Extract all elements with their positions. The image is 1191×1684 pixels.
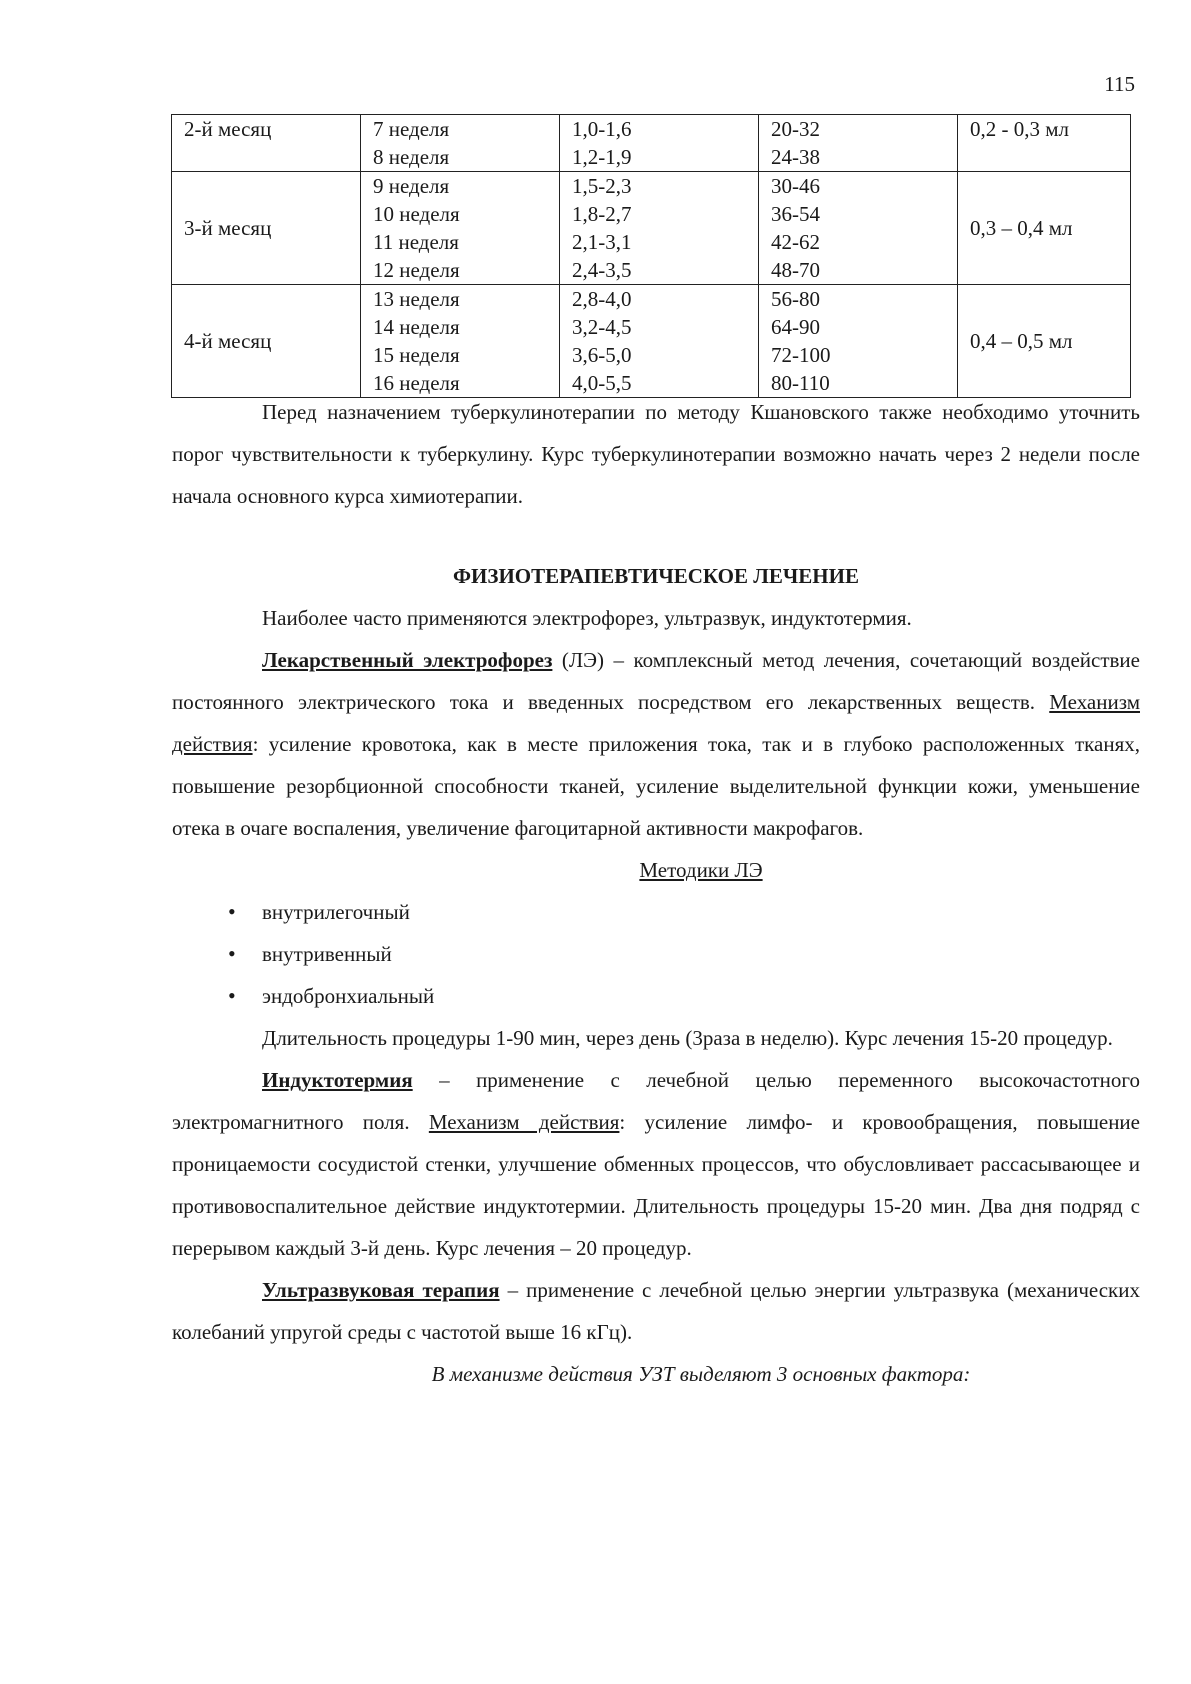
range-value: 2,8-4,0	[572, 287, 632, 311]
inductothermy-paragraph	[172, 1059, 1140, 1269]
range-value: 56-80	[771, 287, 820, 311]
weeks-cell	[361, 172, 560, 285]
page-number: 115	[1104, 72, 1135, 96]
ultrasound-definition: – применение с лечебной целью энергии ультразвука (механических колебаний упругой среды с частотой выше 16 кГц).	[172, 1278, 1140, 1344]
list-item: • внутрилегочный	[228, 891, 1140, 933]
volume-cell: 0,4 – 0,5 мл	[958, 285, 1131, 398]
ultrasound-term: Ультразвуковая терапия	[262, 1278, 500, 1302]
range-value: 24-38	[771, 145, 820, 169]
month-cell: 2-й месяц	[172, 115, 361, 172]
body-text-top	[172, 391, 1140, 517]
dosage-table	[171, 114, 1131, 398]
week-label: 7 неделя	[373, 117, 450, 141]
week-label: 12 неделя	[373, 258, 460, 282]
range-value: 2,4-3,5	[572, 258, 632, 282]
range-cell	[759, 172, 958, 285]
methods-title	[172, 849, 1140, 891]
volume-cell: 0,2 - 0,3 мл	[958, 115, 1131, 172]
week-label: 10 неделя	[373, 202, 460, 226]
week-label: 14 неделя	[373, 315, 460, 339]
range-cell	[560, 172, 759, 285]
mechanism-label: Механизм действия	[428, 1110, 620, 1134]
section-title: ФИЗИОТЕРАПЕВТИЧЕСКОЕ ЛЕЧЕНИЕ	[453, 564, 859, 588]
range-cell	[560, 285, 759, 398]
inductothermy-term: Индуктотермия	[262, 1068, 413, 1092]
range-value: 1,2-1,9	[572, 145, 632, 169]
table-row	[172, 172, 1131, 285]
volume-cell: 0,3 – 0,4 мл	[958, 172, 1131, 285]
week-label: 16 неделя	[373, 371, 460, 395]
mechanism-label: Механизм действия	[172, 690, 1140, 756]
range-value: 20-32	[771, 117, 820, 141]
range-value: 64-90	[771, 315, 820, 339]
ultrasound-paragraph	[172, 1269, 1140, 1353]
methods-list	[172, 891, 1140, 1017]
table-row	[172, 115, 1131, 172]
weeks-cell	[361, 115, 560, 172]
mechanism-text: : усиление лимфо- и кровообращения, повышение проницаемости сосудистой стенки, улучшение обменных процессов, что обусловливает рассасывающее и противовоспалительное действие индуктотермии. Длительность процедуры 15-20 мин. Два дня подряд с перерывом каждый 3-й день. Курс лечения – 20 процедур.	[172, 1110, 1140, 1260]
methods-title-text: Методики ЛЭ	[639, 858, 763, 882]
electrophoresis-definition: (ЛЭ) – комплексный метод лечения, сочетающий воздействие постоянного электрического тока и введенных посредством его лекарственных веществ.	[172, 648, 1140, 714]
electrophoresis-paragraph	[172, 639, 1140, 849]
week-label: 8 неделя	[373, 145, 450, 169]
electrophoresis-term: Лекарственный электрофорез	[262, 648, 553, 672]
week-label: 11 неделя	[373, 230, 459, 254]
range-value: 1,8-2,7	[572, 202, 632, 226]
ultrasound-factors-title: В механизме действия УЗТ выделяют 3 основных фактора:	[431, 1362, 971, 1386]
week-label: 9 неделя	[373, 174, 450, 198]
range-value: 2,1-3,1	[572, 230, 632, 254]
week-label: 13 неделя	[373, 287, 460, 311]
inductothermy-definition: – применение с лечебной целью переменного высокочастотного электромагнитного поля.	[172, 1068, 1140, 1134]
paragraph-kshanovsky: Перед назначением туберкулинотерапии по методу Кшановского также необходимо уточнить порог чувствительности к туберкулину. Курс туберкулинотерапии возможно начать через 2 недели после начала основного курса химиотерапии.	[172, 400, 1140, 508]
range-value: 42-62	[771, 230, 820, 254]
weeks-cell	[361, 285, 560, 398]
range-value: 30-46	[771, 174, 820, 198]
range-cell	[759, 115, 958, 172]
electrophoresis-duration: Длительность процедуры 1-90 мин, через день (3раза в неделю). Курс лечения 15-20 процедур.	[262, 1026, 1113, 1050]
range-value: 3,6-5,0	[572, 343, 632, 367]
range-value: 1,0-1,6	[572, 117, 632, 141]
range-value: 36-54	[771, 202, 820, 226]
body-text-main	[172, 555, 1140, 1395]
range-cell	[759, 285, 958, 398]
table-row	[172, 285, 1131, 398]
range-value: 1,5-2,3	[572, 174, 632, 198]
range-value: 4,0-5,5	[572, 371, 632, 395]
range-value: 72-100	[771, 343, 831, 367]
range-cell	[560, 115, 759, 172]
range-value: 80-110	[771, 371, 830, 395]
list-item: • внутривенный	[228, 933, 1140, 975]
month-cell: 4-й месяц	[172, 285, 361, 398]
list-item: • эндобронхиальный	[228, 975, 1140, 1017]
week-label: 15 неделя	[373, 343, 460, 367]
range-value: 48-70	[771, 258, 820, 282]
intro-paragraph: Наиболее часто применяются электрофорез, ультразвук, индуктотермия.	[262, 606, 912, 630]
mechanism-text: : усиление кровотока, как в месте приложения тока, так и в глубоко расположенных тканях, повышение резорбционной способности тканей, усиление выделительной функции кожи, уменьшение отека в очаге воспаления, увеличение фагоцитарной активности макрофагов.	[172, 732, 1140, 840]
month-cell: 3-й месяц	[172, 172, 361, 285]
range-value: 3,2-4,5	[572, 315, 632, 339]
